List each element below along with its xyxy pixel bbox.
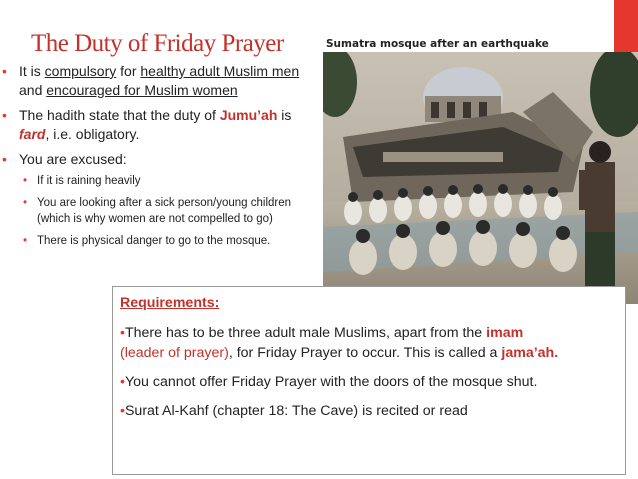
mosque-photo bbox=[323, 52, 638, 304]
sub-bullet-sick-person: • You are looking after a sick person/young children (which is why women are not compelled to go) bbox=[23, 197, 292, 225]
requirements-box bbox=[112, 286, 626, 475]
bullet-excused: • You are excused: bbox=[2, 151, 127, 167]
requirement-surat: •Surat Al-Kahf (chapter 18: The Cave) is recited or read bbox=[120, 403, 468, 419]
requirement-three-men: •There has to be three adult male Muslims, apart from the imam (leader of prayer), for Friday Prayer to occur. This is called a jama’ah. bbox=[120, 325, 559, 361]
bullet-hadith: • The hadith state that the duty of Jumu’ah is fard, i.e. obligatory. bbox=[2, 107, 292, 142]
slide-title: The Duty of Friday Prayer bbox=[31, 30, 284, 57]
sub-bullet-raining: • If it is raining heavily bbox=[23, 175, 141, 187]
sub-bullet-danger: • There is physical danger to go to the mosque. bbox=[23, 235, 271, 247]
photo-caption: Sumatra mosque after an earthquake bbox=[326, 38, 549, 50]
requirement-doors: •You cannot offer Friday Prayer with the doors of the mosque shut. bbox=[120, 374, 538, 390]
requirements-title: Requirements: bbox=[120, 295, 220, 311]
bullet-list bbox=[0, 62, 322, 255]
corner-accent-bar bbox=[614, 0, 638, 52]
bullet-compulsory: • It is compulsory for healthy adult Muslim men and encouraged for Muslim women bbox=[2, 63, 300, 98]
